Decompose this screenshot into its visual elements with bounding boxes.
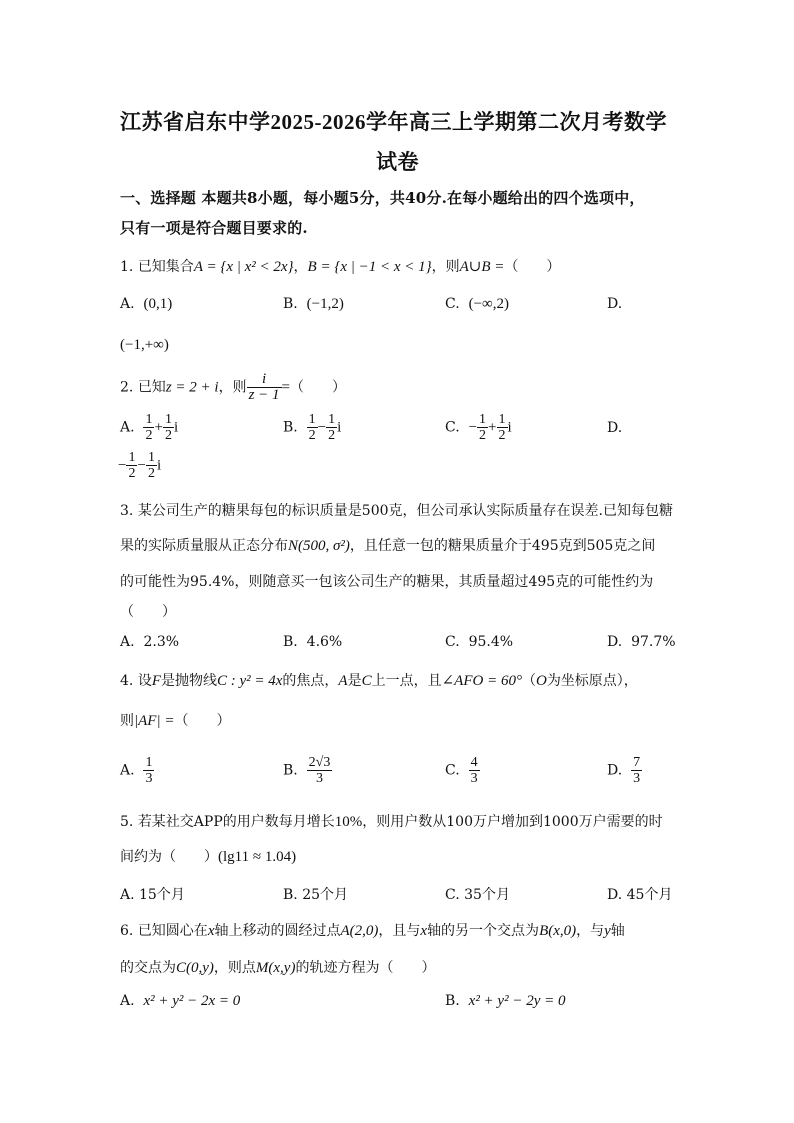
abs-expression: |AF| =	[134, 713, 175, 729]
imaginary-unit: i	[156, 457, 162, 474]
question-4-line1	[120, 670, 638, 690]
fraction-numerator: 1	[328, 412, 336, 427]
fraction-numerator: 2√3	[308, 755, 331, 770]
option-d	[607, 884, 672, 904]
option-c	[445, 296, 509, 313]
operator: +	[154, 419, 163, 436]
option-b	[283, 755, 332, 786]
stem-text: 为坐标原点），	[546, 673, 638, 689]
fraction-denominator: 2	[145, 428, 153, 443]
fraction	[477, 412, 488, 443]
point-a: A(2,0)	[340, 923, 379, 939]
union-expression: A∪B =	[459, 259, 505, 275]
stem-text: 是抛物线	[160, 673, 217, 689]
set-b-expression: B = {x | −1 < x < 1}	[307, 259, 432, 275]
normal-distribution: N(500, σ²)	[288, 538, 350, 554]
option-value: 45个月	[626, 887, 673, 903]
stem-text: 轴上移动的圆经过点	[214, 923, 341, 939]
stem-text: 则	[120, 713, 134, 729]
math-symbol: x	[420, 923, 428, 939]
exam-title-line1: 江苏省启东中学2025-2026学年高三上学期第二次月考数学	[120, 110, 667, 134]
fraction	[326, 412, 337, 443]
angle-expression: ∠AFO = 60°	[441, 673, 522, 689]
fraction	[146, 450, 157, 481]
answer-paren: （ ）	[174, 713, 231, 729]
fraction-numerator: 7	[633, 755, 641, 770]
fraction	[247, 372, 282, 403]
stem-text: ，则	[218, 379, 247, 396]
operator: −	[137, 457, 146, 474]
question-number: 3.	[120, 503, 134, 519]
option-b	[283, 412, 341, 443]
comma: ，	[293, 259, 308, 275]
fraction	[126, 450, 137, 481]
option-value: x² + y² − 2x = 0	[143, 993, 241, 1009]
point-m: M(x,y)	[255, 960, 296, 976]
question-number: 1.	[120, 259, 134, 275]
fraction	[469, 755, 480, 786]
fraction-denominator: 2	[164, 428, 172, 443]
fraction-numerator: 1	[128, 450, 136, 465]
math-symbol: y	[604, 923, 611, 939]
option-c	[445, 412, 512, 443]
option-d	[607, 634, 676, 650]
fraction-denominator: 2	[328, 428, 336, 443]
fraction-numerator: 1	[145, 412, 153, 427]
question-6-line2	[120, 957, 435, 977]
fraction-denominator: 2	[479, 428, 487, 443]
option-value: 4.6%	[306, 634, 343, 650]
option-label: D.	[607, 296, 623, 312]
option-a	[120, 755, 154, 786]
option-d	[607, 296, 622, 312]
imaginary-unit: i	[173, 419, 179, 436]
fraction-denominator: 3	[316, 771, 323, 786]
set-a-expression: A = {x | x² < 2x}	[193, 259, 294, 275]
option-d	[607, 755, 642, 786]
option-label: D.	[607, 762, 623, 779]
question-2-stem	[120, 372, 346, 403]
imaginary-unit: i	[337, 419, 342, 436]
question-4-line2	[120, 710, 230, 730]
stem-text: 的交点为	[120, 960, 176, 976]
option-label: B.	[283, 887, 298, 903]
stem-text: 是	[347, 673, 362, 689]
parabola-equation: C : y² = 4x	[216, 673, 283, 689]
fraction	[497, 412, 508, 443]
math-symbol: F	[151, 673, 161, 689]
fraction-numerator: 1	[498, 412, 506, 427]
option-label: A.	[120, 993, 135, 1009]
fraction-denominator: z − 1	[248, 387, 280, 403]
option-d-value	[120, 337, 169, 354]
stem-text: ，且与	[378, 923, 421, 939]
stem-text: 已知集合	[137, 259, 194, 275]
stem-text: 已知圆心在	[137, 923, 208, 939]
fraction-numerator: 1	[308, 412, 316, 427]
stem-text: 若某社交APP的用户数每月增长	[137, 814, 335, 830]
equals-sign: =	[281, 379, 290, 396]
stem-text: 上一点，且	[371, 673, 442, 689]
question-3-line2	[120, 535, 655, 555]
question-1-stem	[120, 256, 560, 276]
option-label: B.	[283, 762, 298, 779]
math-symbol: O	[535, 673, 547, 689]
option-label: C.	[445, 887, 460, 903]
question-5-line2	[120, 846, 296, 866]
stem-text: ，与	[576, 923, 605, 939]
option-b	[283, 884, 348, 904]
option-value: 2.3%	[143, 634, 180, 650]
option-label: B.	[283, 634, 298, 650]
option-c	[445, 755, 480, 786]
fraction-denominator: 2	[498, 428, 506, 443]
question-6-line1	[120, 920, 625, 940]
fraction-denominator: 2	[308, 428, 316, 443]
option-label: A.	[120, 419, 135, 436]
question-number: 5.	[120, 814, 134, 830]
sign: −	[468, 419, 478, 436]
answer-paren: （ ）	[504, 259, 561, 275]
fraction	[307, 755, 333, 786]
option-label: A.	[120, 887, 135, 903]
fraction-denominator: 3	[470, 771, 478, 786]
option-a	[120, 412, 178, 443]
point-b: B(x,0)	[539, 923, 577, 939]
fraction-numerator: 1	[164, 412, 172, 427]
question-number: 6.	[120, 923, 134, 939]
math-symbol: x	[207, 923, 215, 939]
fraction	[631, 755, 642, 786]
option-label: D.	[607, 887, 623, 903]
option-label: D.	[607, 634, 623, 650]
fraction-denominator: 3	[633, 771, 641, 786]
option-label: D.	[607, 420, 623, 436]
sign: −	[118, 457, 127, 474]
option-value: (−1,2)	[306, 296, 344, 312]
stem-text: ，则点	[213, 960, 256, 976]
option-value: 15个月	[139, 887, 185, 903]
option-value: (−1,+∞)	[120, 337, 169, 353]
stem-text: 已知	[137, 379, 166, 396]
option-a	[120, 634, 179, 650]
fraction-numerator: 4	[470, 755, 478, 770]
option-label: B.	[283, 419, 298, 436]
option-label: A.	[120, 634, 135, 650]
operator: −	[317, 419, 327, 436]
math-symbol: C	[361, 673, 372, 689]
fraction-denominator: 2	[147, 466, 155, 481]
math-symbol: A	[338, 673, 348, 689]
fraction	[143, 755, 154, 786]
fraction-numerator: 1	[147, 450, 155, 465]
option-value: x² + y² − 2y = 0	[468, 993, 566, 1009]
option-value: 95.4%	[468, 634, 514, 650]
option-c	[445, 884, 510, 904]
option-value: 97.7%	[631, 634, 676, 650]
answer-paren: （ ）	[120, 604, 176, 620]
question-5-line1	[120, 811, 663, 831]
option-value: (−∞,2)	[468, 296, 509, 312]
exam-title-line2: 试卷	[376, 150, 419, 174]
stem-text: 轴的另一个交点为	[427, 923, 540, 939]
option-label: B.	[283, 296, 298, 312]
section-heading-line1: 一、选择题 本题共8小题，每小题5分，共40分.在每小题给出的四个选项中，	[120, 189, 645, 207]
option-label: C.	[445, 419, 460, 436]
option-value: 35个月	[464, 887, 510, 903]
fraction-numerator: 1	[145, 755, 153, 770]
stem-text: 果的实际质量服从正态分布	[120, 538, 288, 554]
option-d	[607, 420, 622, 436]
imaginary-unit: i	[507, 419, 512, 436]
question-3-line3: 的可能性为95.4%，则随意买一包该公司生产的糖果，其质量超过495克的可能性约为	[120, 574, 654, 590]
option-b	[283, 296, 344, 313]
fraction-numerator: 1	[479, 412, 487, 427]
option-a	[120, 993, 240, 1010]
option-label: C.	[445, 296, 460, 312]
answer-paren: （ ）	[290, 379, 346, 396]
stem-text: 的焦点，	[282, 673, 339, 689]
option-label: B.	[445, 993, 460, 1009]
option-value: (0,1)	[143, 296, 173, 312]
option-d-value	[118, 450, 161, 481]
fraction-denominator: 3	[145, 771, 153, 786]
option-label: A.	[120, 762, 135, 779]
option-label: C.	[445, 762, 460, 779]
stem-text: ，则用户数从100万户增加到1000万户需要的时	[362, 814, 663, 830]
stem-text: 设	[137, 673, 152, 689]
stem-text: 某公司生产的糖果每包的标识质量是500克，但公司承认实际质量存在误差.已知每包糖	[137, 503, 673, 519]
fraction	[163, 412, 174, 443]
stem-text: 的轨迹方程为（ ）	[295, 960, 436, 976]
option-b	[283, 634, 342, 650]
option-value: 25个月	[302, 887, 349, 903]
option-a	[120, 296, 172, 313]
stem-text: 轴	[610, 923, 625, 939]
question-number: 4.	[120, 673, 134, 689]
option-c	[445, 634, 513, 650]
z-expression: z = 2 + i	[165, 379, 219, 396]
question-3-line1	[120, 500, 673, 520]
option-b	[445, 993, 566, 1010]
fraction-denominator: 2	[128, 466, 136, 481]
point-c: C(0,y)	[176, 960, 214, 976]
question-number: 2.	[120, 379, 134, 396]
option-label: A.	[120, 296, 135, 312]
stem-text: （	[521, 673, 536, 689]
log-hint: (lg11 ≈ 1.04)	[218, 849, 297, 865]
stem-text: ，且任意一包的糖果质量介于495克到505克之间	[349, 538, 656, 554]
fraction	[307, 412, 318, 443]
fraction-numerator: i	[247, 372, 282, 388]
stem-text: 间约为（ ）	[120, 849, 218, 865]
growth-percent: 10%	[334, 814, 363, 830]
option-a	[120, 884, 185, 904]
fraction	[143, 412, 154, 443]
operator: +	[488, 419, 497, 436]
stem-text: ，则	[431, 259, 460, 275]
section-heading-line2: 只有一项是符合题目要求的.	[120, 219, 308, 237]
option-label: C.	[445, 634, 460, 650]
